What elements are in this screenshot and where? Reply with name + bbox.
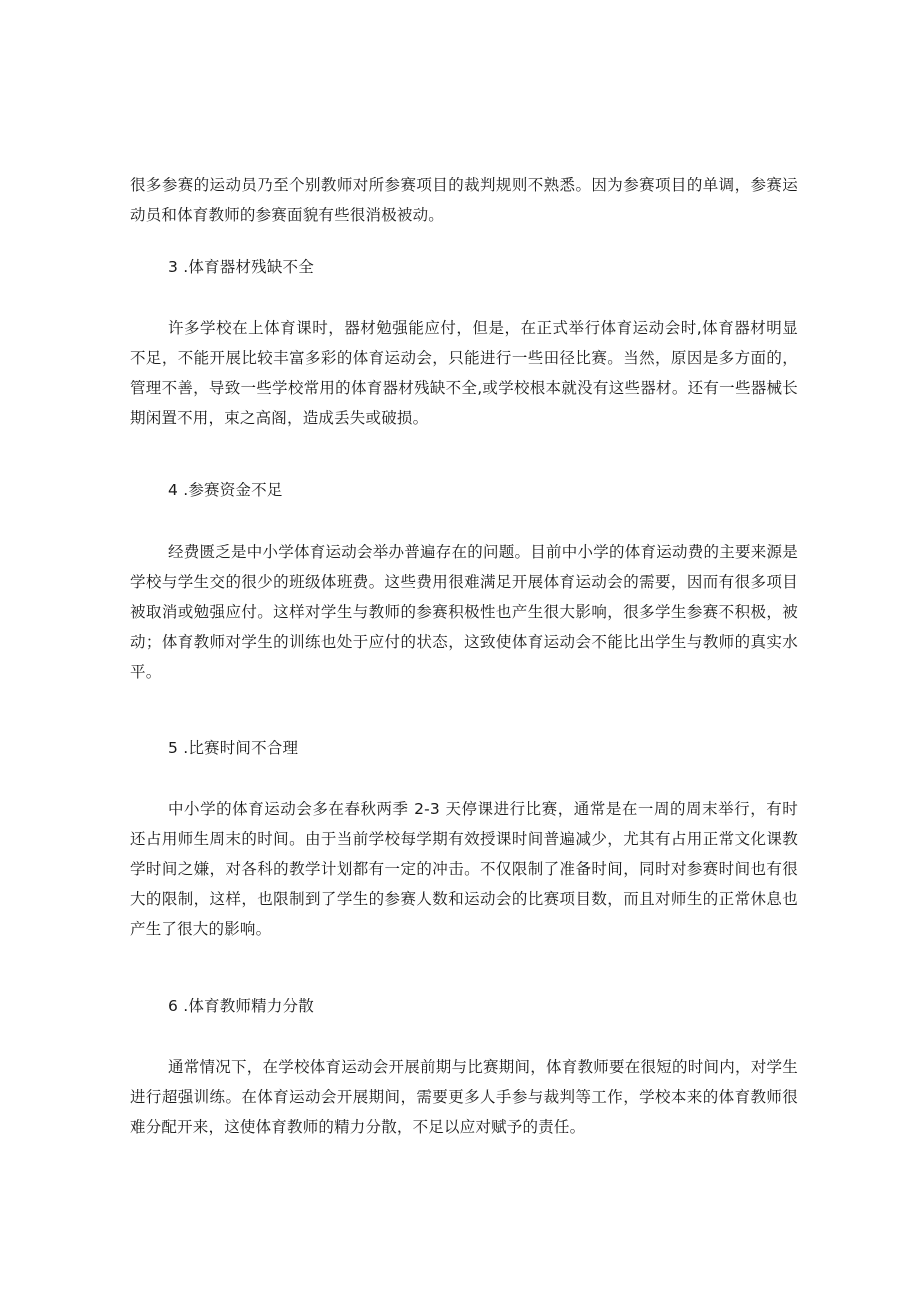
- section-heading-5: 5 .比赛时间不合理: [168, 739, 299, 757]
- paragraph-teachers: 通常情况下，在学校体育运动会开展前期与比赛期间，体育教师要在很短的时间内，对学生进行超强训练。在体育运动会开展期间，需要更多人手参与裁判等工作，学校本来的体育教师很难分配开来，这使体育教师的精力分散，不足以应对赋予的责任。: [130, 1058, 798, 1136]
- paragraph-equipment: 许多学校在上体育课时，器材勉强能应付，但是，在正式举行体育运动会时,体育器材明显不足，不能开展比较丰富多彩的体育运动会，只能进行一些田径比赛。当然，原因是多方面的，管理不善，导致一些学校常用的体育器材残缺不全,或学校根本就没有这些器材。还有一些器械长期闲置不用，束之高阁，造成丢失或破损。: [130, 319, 798, 427]
- section-heading-6: 6 .体育教师精力分散: [168, 997, 314, 1015]
- section-heading-3: 3 .体育器材残缺不全: [168, 258, 314, 276]
- section-heading-4: 4 .参赛资金不足: [168, 481, 283, 499]
- paragraph-schedule: 中小学的体育运动会多在春秋两季 2-3 天停课进行比赛，通常是在一周的周末举行，有时还占用师生周末的时间。由于当前学校每学期有效授课时间普遍减少，尤其有占用正常文化课教学时间之嫌，对各科的教学计划都有一定的冲击。不仅限制了准备时间，同时对参赛时间也有很大的限制，这样，也限制到了学生的参赛人数和运动会的比赛项目数，而且对师生的正常休息也产生了很大的影响。: [130, 800, 798, 938]
- paragraph-funding: 经费匮乏是中小学体育运动会举办普遍存在的问题。目前中小学的体育运动费的主要来源是学校与学生交的很少的班级体班费。这些费用很难满足开展体育运动会的需要，因而有很多项目被取消或勉强应付。这样对学生与教师的参赛积极性也产生很大影响，很多学生参赛不积极，被动；体育教师对学生的训练也处于应付的状态，这致使体育运动会不能比出学生与教师的真实水平。: [130, 543, 798, 681]
- paragraph-intro: 很多参赛的运动员乃至个别教师对所参赛项目的裁判规则不熟悉。因为参赛项目的单调，参赛运动员和体育教师的参赛面貌有些很消极被动。: [130, 176, 798, 224]
